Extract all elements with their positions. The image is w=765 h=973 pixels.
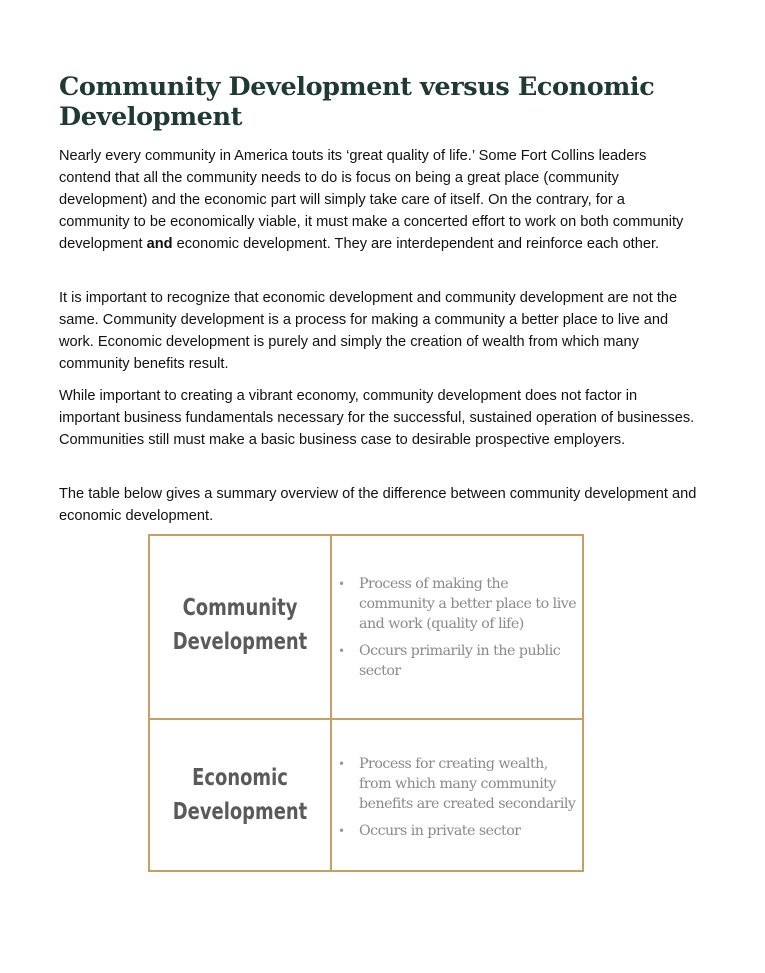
bullet-icon: • [338,577,345,591]
term-line: Development [172,799,308,825]
title-line-2: Development [59,102,243,132]
bullet-icon: • [338,824,345,838]
community-development-bullets [338,574,582,688]
term-line: Development [172,629,308,655]
list-item [338,641,582,681]
paragraph-table-intro: The table below gives a summary overview of the difference between community development and economic development. [59,486,697,524]
term-community-development [170,591,310,659]
bullet-icon: • [338,644,345,658]
bullet-text: Occurs primarily in the public sector [359,643,561,679]
paragraph-intro-text: Nearly every community in America touts its ‘great quality of life.’ Some Fort Collins leaders contend that all the community needs to do is focus on being a great place (community development) and the economic part will simply take care of itself. On the contrary, for a community to be economically viable, it must make a concerted effort to work on both community development [59,148,684,252]
paragraph-business-case: While important to creating a vibrant economy, community development does not factor in important business fundamentals necessary for the successful, sustained operation of businesses. Communities still must make a basic business case to desirable prospective employers. [59,388,695,448]
term-line: Community [182,595,298,621]
term-economic-development [170,761,310,829]
list-item [338,821,582,841]
paragraph-intro-bold: and [146,236,173,252]
term-line: Economic [192,765,288,791]
summary-table [148,534,584,872]
paragraph-intro-tail: economic development. They are interdependent and reinforce each other. [172,236,660,252]
bullet-text: Process for creating wealth, from which many community benefits are created secondarily [359,756,576,812]
bullet-icon: • [338,757,345,771]
paragraph-intro [59,145,699,255]
title-line-1: Community Development versus Economic [59,72,655,102]
list-item [338,574,582,634]
economic-development-bullets [338,754,582,848]
paragraph-difference: It is important to recognize that economic development and community development are not the same. Community development is a process for making a community a better place to live and work. Economic development is purely and simply the creation of wealth from which many community benefits result. [59,290,678,372]
table-column-divider [330,536,332,870]
bullet-text: Occurs in private sector [359,823,521,839]
bullet-text: Process of making the community a better place to live and work (quality of life) [359,576,577,632]
list-item [338,754,582,814]
table-row-divider [150,718,582,720]
page-title [59,72,699,132]
